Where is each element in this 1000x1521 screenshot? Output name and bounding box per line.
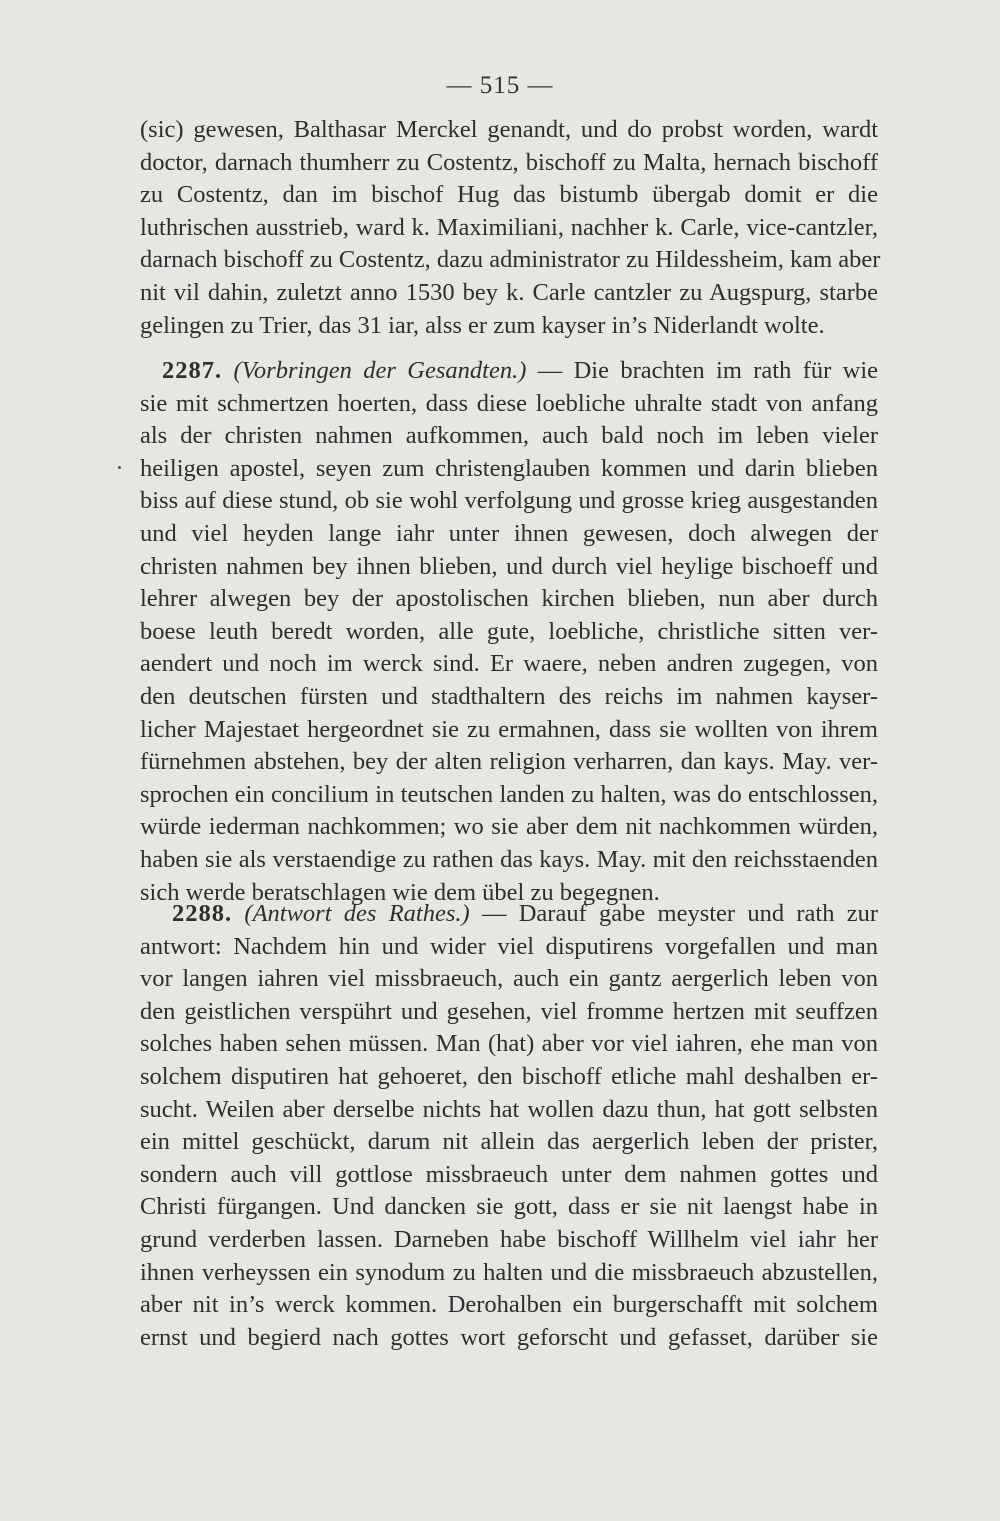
text-line: zu Costentz, dan im bischof Hug das bistumb übergab domit er die	[140, 181, 878, 209]
text-line: antwort: Nachdem hin und wider viel disputirens vorgefallen und man	[140, 932, 878, 960]
text-line: als der christen nahmen aufkommen, auch bald noch im leben vieler	[140, 422, 878, 450]
text-line: licher Majestaet hergeordnet sie zu ermahnen, dass sie wollten von ihrem	[140, 715, 878, 743]
text-line: (sic) gewesen, Balthasar Merckel genandt, und do probst worden, wardt	[140, 116, 878, 143]
entry-number: 2288.	[172, 900, 233, 927]
text-line: würde iederman nachkommen; wo sie aber dem nit nachkommen würden,	[140, 813, 878, 841]
entry-text-start: — Die brachten im rath für wie	[526, 357, 879, 384]
text-line: nit vil dahin, zuletzt anno 1530 bey k. Carle cantzler zu Augspurg, starbe	[140, 278, 878, 306]
text-line: ein mittel geschückt, darum nit allein das aergerlich leben der prister,	[140, 1128, 878, 1156]
entry-title: (Vorbringen der Gesandten.)	[233, 357, 527, 384]
text-line: solchem disputiren hat gehoeret, den bischoff etliche mahl deshalben er-	[140, 1062, 878, 1090]
text-line: doctor, darnach thumherr zu Costentz, bischoff zu Malta, hernach bischoff	[140, 148, 878, 176]
entry-title: (Antwort des Rathes.)	[244, 900, 470, 927]
paragraph-2288	[140, 898, 878, 1354]
text-line: haben sie als verstaendige zu rathen das kays. May. mit den reichsstaenden	[140, 845, 878, 873]
text-line: ihnen verheyssen ein synodum zu halten und die missbraeuch abzustellen,	[140, 1258, 878, 1286]
text-line: den deutschen fürsten und stadthaltern des reichs im nahmen kayser-	[140, 682, 878, 710]
paragraph-2287	[140, 355, 878, 909]
text-line: Christi fürgangen. Und dancken sie gott, dass er sie nit laengst habe in	[140, 1193, 878, 1221]
text-line: darnach bischoff zu Costentz, dazu administrator zu Hildessheim, kam aber	[140, 246, 881, 274]
text-line: sondern auch vill gottlose missbraeuch unter dem nahmen gottes und	[140, 1160, 878, 1188]
paragraph-1	[140, 114, 881, 342]
text-line: sich werde beratschlagen wie dem übel zu begegnen.	[140, 878, 660, 906]
entry-text-start: — Darauf gabe meyster und rath zur	[469, 900, 879, 927]
entry-number: 2287.	[162, 357, 223, 384]
text-line: grund verderben lassen. Darneben habe bischoff Willhelm viel iahr her	[140, 1225, 878, 1253]
page-number: — 515 —	[446, 72, 554, 99]
text-line: boese leuth beredt worden, alle gute, loebliche, christliche sitten ver-	[140, 617, 878, 645]
text-line: ernst und begierd nach gottes wort geforscht und gefasset, darüber sie	[140, 1323, 878, 1351]
entry-heading-line	[140, 355, 878, 388]
text-line: solches haben sehen müssen. Man (hat) aber vor viel iahren, ehe man von	[140, 1030, 878, 1058]
text-line: sucht. Weilen aber derselbe nichts hat wollen dazu thun, hat gott selbsten	[140, 1095, 878, 1123]
text-line: heiligen apostel, seyen zum christenglauben kommen und darin blieben	[140, 454, 878, 482]
text-line: fürnehmen abstehen, bey der alten religion verharren, dan kays. May. ver-	[140, 748, 878, 776]
margin-mark	[118, 466, 121, 469]
text-line: biss auf diese stund, ob sie wohl verfolgung und grosse krieg ausgestanden	[140, 487, 878, 515]
text-line: lehrer alwegen bey der apostolischen kirchen blieben, nun aber durch	[140, 585, 878, 613]
text-line: den geistlichen verspührt und gesehen, viel fromme hertzen mit seuffzen	[140, 997, 878, 1025]
text-line: und viel heyden lange iahr unter ihnen gewesen, doch alwegen der	[140, 519, 878, 547]
text-line: aber nit in’s werck kommen. Derohalben ein burgerschafft mit solchem	[140, 1291, 878, 1319]
text-line: sprochen ein concilium in teutschen landen zu halten, was do entschlossen,	[140, 780, 878, 808]
entry-heading-line	[140, 898, 878, 931]
text-line: luthrischen ausstrieb, ward k. Maximiliani, nachher k. Carle, vice-cantzler,	[140, 213, 878, 241]
text-line: vor langen iahren viel missbraeuch, auch ein gantz aergerlich leben von	[140, 965, 878, 993]
text-line: aendert und noch im werck sind. Er waere, neben andren zugegen, von	[140, 650, 878, 678]
text-line: gelingen zu Trier, das 31 iar, alss er zum kayser in’s Niderlandt wolte.	[140, 311, 825, 339]
text-line: sie mit schmertzen hoerten, dass diese loebliche uhralte stadt von anfang	[140, 389, 878, 417]
text-line: christen nahmen bey ihnen blieben, und durch viel heylige bischoeff und	[140, 552, 878, 580]
